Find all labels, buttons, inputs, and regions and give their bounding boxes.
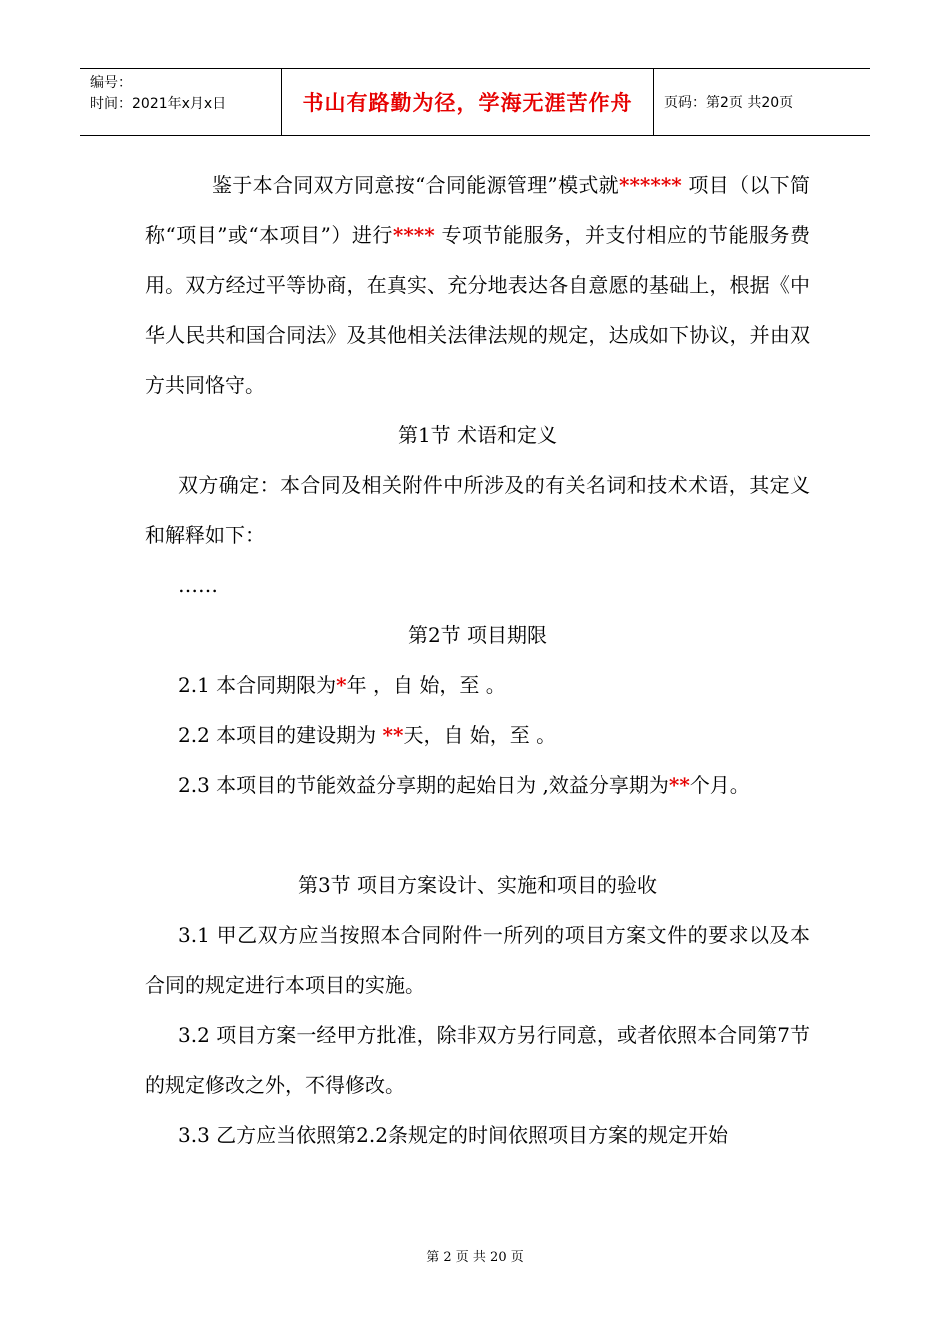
spacer [145, 810, 810, 860]
section-3-title: 第3节 项目方案设计、实施和项目的验收 [297, 873, 658, 897]
clause-2-3: 2.3 本项目的节能效益分享期的起始日为 ,效益分享期为**个月。 [178, 773, 750, 797]
page-header [80, 68, 870, 136]
placeholder-build-days: ** [382, 723, 404, 747]
placeholder-project-name: ****** [619, 173, 682, 197]
placeholder-contract-years: * [336, 673, 347, 697]
date-label: 时间：2021年x月x日 [90, 96, 227, 112]
clause-2-1: 2.1 本合同期限为*年 ，自 始，至 。 [178, 673, 506, 697]
section-2-title: 第2节 项目期限 [407, 623, 548, 647]
serial-number-label: 编号： [90, 75, 132, 91]
header-meta [80, 69, 282, 135]
clause-3-1: 3.1 甲乙双方应当按照本合同附件一所列的项目方案文件的要求以及本合同的规定进行本项目的实施。 [145, 923, 810, 997]
section-1-title: 第1节 术语和定义 [397, 423, 558, 447]
placeholder-share-months: ** [668, 773, 690, 797]
header-page-number: 页码：第2页 共20页 [664, 95, 794, 111]
section-1-ellipsis: …… [178, 573, 218, 597]
intro-paragraph: 鉴于本合同双方同意按“合同能源管理”模式就****** 项目（以下简称“项目”或“本项目”）进行**** 专项节能服务，并支付相应的节能服务费用。双方经过平等协商，在真实、充分地表达各自意愿的基础上，根据《中华人民共和国合同法》及其他相关法律法规的规定，达成如下协议，并由双方共同恪守。 [145, 173, 810, 397]
clause-3-2: 3.2 项目方案一经甲方批准，除非双方另行同意，或者依照本合同第7节的规定修改之外，不得修改。 [145, 1023, 810, 1097]
section-1-paragraph: 双方确定：本合同及相关附件中所涉及的有关名词和技术术语，其定义和解释如下： [145, 473, 810, 547]
document-body [145, 160, 810, 1160]
clause-2-2: 2.2 本项目的建设期为 **天，自 始，至 。 [178, 723, 557, 747]
clause-3-3: 3.3 乙方应当依照第2.2条规定的时间依照项目方案的规定开始 [178, 1123, 728, 1147]
header-motto: 书山有路勤为径，学海无涯苦作舟 [282, 69, 654, 135]
page-footer: 第 2 页 共 20 页 [426, 1250, 524, 1265]
placeholder-service-type: **** [392, 223, 435, 247]
